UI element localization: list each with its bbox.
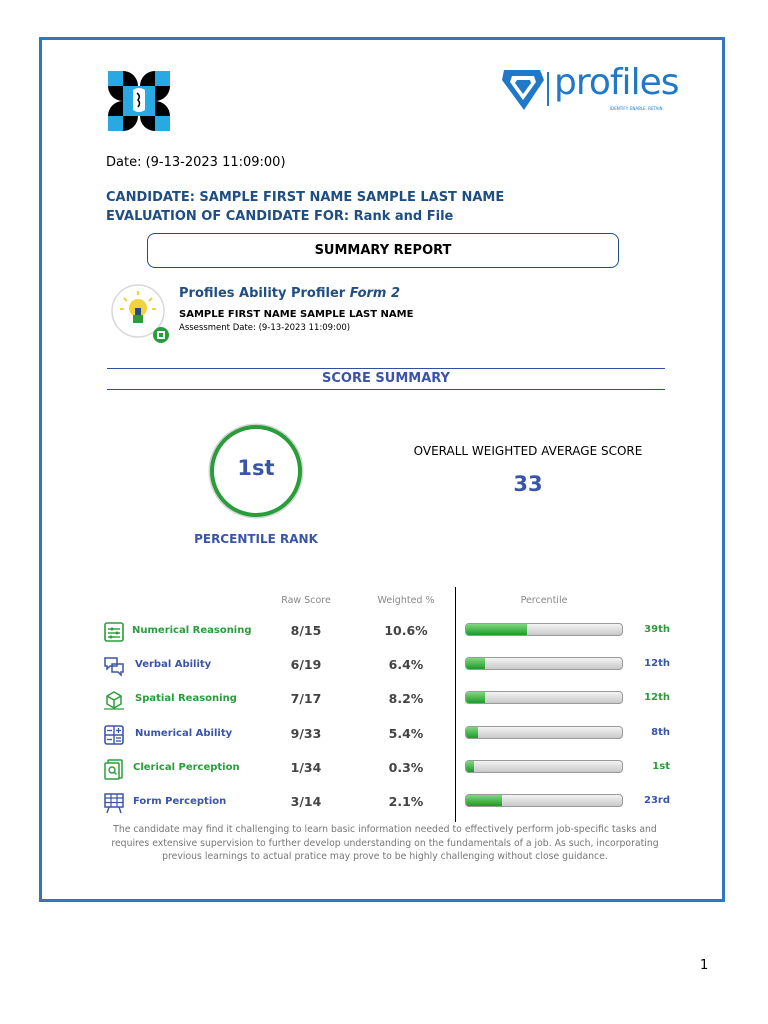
score-summary-heading: SCORE SUMMARY (322, 371, 450, 386)
weighted-percent: 2.1% (388, 794, 424, 809)
percentile-value: 39th (644, 624, 670, 635)
table-row (0, 689, 768, 723)
subtest-name: Spatial Reasoning (135, 693, 237, 704)
table-row (0, 758, 768, 792)
subtest-name: Form Perception (133, 796, 227, 807)
raw-score: 1/34 (290, 760, 322, 775)
percentile-value: 12th (644, 692, 670, 703)
subtest-name: Clerical Perception (133, 762, 240, 773)
overall-score-label: OVERALL WEIGHTED AVERAGE SCORE (413, 444, 643, 458)
summary-report-banner (147, 233, 619, 268)
raw-score: 3/14 (290, 794, 322, 809)
page-number: 1 (700, 958, 709, 973)
table-row (0, 724, 768, 758)
document-search-icon (103, 758, 125, 780)
weighted-percent: 8.2% (388, 691, 424, 706)
weighted-percent: 0.3% (388, 760, 424, 775)
percentile-bar (465, 760, 623, 773)
math-grid-icon (103, 724, 125, 746)
evaluation-line: EVALUATION OF CANDIDATE FOR: Rank and File (106, 209, 454, 224)
percentile-bar-fill (466, 761, 474, 772)
col-weighted: Weighted % (377, 595, 435, 606)
subtest-name: Numerical Reasoning (132, 625, 252, 636)
assessment-candidate-name: SAMPLE FIRST NAME SAMPLE LAST NAME (179, 309, 414, 320)
calculator-icon (103, 621, 125, 643)
percentile-bar (465, 657, 623, 670)
interpretation-note: The candidate may find it challenging to learn basic information needed to effectively perform job-specific tasks and requires extensive supervision to further develop understanding on the fundamentals of a job. As such, incorporating previous learnings to actual pratice may prove to be highly challenging without close guidance. (111, 824, 659, 862)
lightbulb-icon (106, 281, 172, 347)
product-name: Profiles Ability Profiler (179, 286, 346, 301)
weighted-percent: 6.4% (388, 657, 424, 672)
raw-score: 8/15 (290, 623, 322, 638)
profiles-logo-icon (500, 66, 550, 114)
percentile-bar (465, 726, 623, 739)
percentile-bar (465, 691, 623, 704)
assessment-date: Assessment Date: (9-13-2023 11:09:00) (179, 323, 351, 333)
percentile-value: 12th (644, 658, 670, 669)
raw-score: 7/17 (290, 691, 322, 706)
percentile-bar-fill (466, 727, 478, 738)
percentile-value: 1st (652, 761, 670, 772)
divider-top (107, 368, 665, 369)
raw-score: 9/33 (290, 726, 322, 741)
board-icon (103, 792, 125, 814)
weighted-percent: 5.4% (388, 726, 424, 741)
product-form: Form 2 (349, 286, 401, 301)
percentile-bar-fill (466, 624, 527, 635)
overall-score-value: 33 (513, 472, 543, 496)
percentile-rank-value: 1st (237, 456, 275, 480)
subtest-name: Verbal Ability (135, 659, 212, 670)
subtest-name: Numerical Ability (135, 728, 233, 739)
col-raw-score: Raw Score (281, 595, 331, 606)
percentile-bar (465, 794, 623, 807)
candidate-line: CANDIDATE: SAMPLE FIRST NAME SAMPLE LAST NAME (106, 190, 505, 205)
profiles-logo-text: profiles (554, 62, 679, 103)
percentile-bar (465, 623, 623, 636)
percentile-bar-fill (466, 658, 485, 669)
candidate-info (106, 188, 504, 226)
percentile-value: 23rd (643, 795, 670, 806)
divider-bottom (107, 389, 665, 390)
raw-score: 6/19 (290, 657, 322, 672)
report-date: Date: (9-13-2023 11:09:00) (106, 155, 286, 170)
agency-logo (107, 70, 171, 132)
speech-bubbles-icon (103, 655, 125, 677)
table-row (0, 792, 768, 826)
percentile-bar-fill (466, 692, 485, 703)
percentile-value: 8th (651, 727, 670, 738)
product-title (179, 286, 400, 301)
percentile-bar-fill (466, 795, 502, 806)
profiles-logo-tagline: IDENTIFY. ENABLE. RETAIN. (610, 106, 664, 111)
cube-icon (103, 689, 125, 711)
table-row (0, 655, 768, 689)
col-percentile: Percentile (520, 595, 568, 606)
percentile-rank-label: PERCENTILE RANK (194, 532, 318, 546)
summary-report-label: SUMMARY REPORT (314, 243, 452, 258)
weighted-percent: 10.6% (384, 623, 428, 638)
table-row (0, 621, 768, 655)
